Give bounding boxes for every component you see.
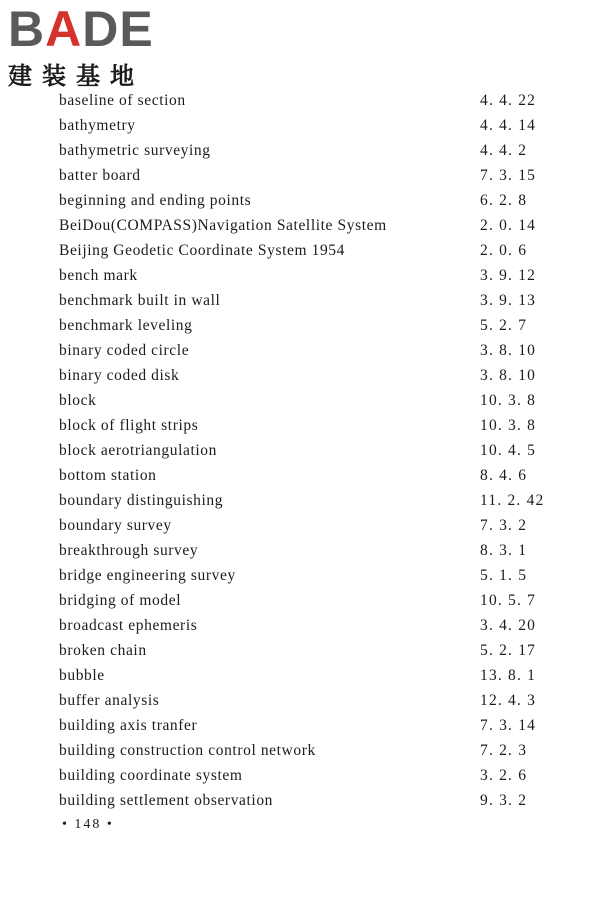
index-section-ref: 3. 9. 12 [480,267,537,284]
index-section-ref: 8. 3. 1 [480,542,528,559]
index-term: binary coded disk [59,367,180,384]
index-term: boundary distinguishing [59,492,224,509]
index-section-ref: 7. 3. 15 [480,167,537,184]
index-section-ref: 3. 8. 10 [480,367,537,384]
index-term: bathymetric surveying [59,142,211,159]
index-entry [0,563,600,588]
index-term: baseline of section [59,92,186,109]
index-entry [0,363,600,388]
index-term: bubble [59,667,105,684]
index-section-ref: 10. 3. 8 [480,392,537,409]
index-section-ref: 4. 4. 22 [480,92,537,109]
index-term: bridging of model [59,592,182,609]
index-entry [0,713,600,738]
index-section-ref: 3. 2. 6 [480,767,528,784]
index-entry [0,413,600,438]
index-entry [0,313,600,338]
index-term: Beijing Geodetic Coordinate System 1954 [59,242,345,259]
index-section-ref: 7. 2. 3 [480,742,528,759]
index-entry [0,88,600,113]
index-section-ref: 10. 5. 7 [480,592,537,609]
index-entry [0,263,600,288]
index-section-ref: 9. 3. 2 [480,792,528,809]
index-section-ref: 3. 4. 20 [480,617,537,634]
index-section-ref: 11. 2. 42 [480,492,545,509]
index-entry [0,113,600,138]
index-term: bathymetry [59,117,136,134]
bade-logo [8,1,178,90]
index-list [0,88,600,813]
index-section-ref: 3. 9. 13 [480,292,537,309]
logo-letter-a: A [45,1,83,57]
index-section-ref: 3. 8. 10 [480,342,537,359]
index-entry [0,463,600,488]
index-entry [0,438,600,463]
index-term: batter board [59,167,141,184]
logo-letter-b: B [8,1,46,57]
index-term: buffer analysis [59,692,160,709]
index-term: block aerotriangulation [59,442,217,459]
index-entry [0,688,600,713]
index-entry [0,613,600,638]
page-number: • 148 • [62,817,114,832]
index-entry [0,663,600,688]
logo-subtitle: 建装基地 [8,62,144,90]
index-term: block of flight strips [59,417,199,434]
index-section-ref: 4. 4. 14 [480,117,537,134]
index-entry [0,238,600,263]
index-section-ref: 12. 4. 3 [480,692,537,709]
index-entry [0,288,600,313]
index-term: binary coded circle [59,342,190,359]
index-term: broadcast ephemeris [59,617,198,634]
index-term: breakthrough survey [59,542,199,559]
index-entry [0,163,600,188]
index-term: building settlement observation [59,792,274,809]
index-entry [0,788,600,813]
index-term: broken chain [59,642,147,659]
index-entry [0,763,600,788]
index-term: building construction control network [59,742,316,759]
index-section-ref: 10. 3. 8 [480,417,537,434]
index-term: boundary survey [59,517,172,534]
index-section-ref: 4. 4. 2 [480,142,528,159]
index-section-ref: 13. 8. 1 [480,667,537,684]
index-term: benchmark leveling [59,317,193,334]
logo-letters-de: DE [82,1,154,57]
index-term: bridge engineering survey [59,567,236,584]
index-entry [0,388,600,413]
index-section-ref: 7. 3. 14 [480,717,537,734]
index-entry [0,138,600,163]
index-entry [0,638,600,663]
index-entry [0,488,600,513]
index-entry [0,538,600,563]
index-term: block [59,392,97,409]
logo-wordmark [8,1,154,57]
index-section-ref: 6. 2. 8 [480,192,528,209]
index-term: beginning and ending points [59,192,252,209]
index-term: bench mark [59,267,138,284]
index-entry [0,338,600,363]
index-term: BeiDou(COMPASS)Navigation Satellite System [59,217,387,234]
index-term: benchmark built in wall [59,292,221,309]
index-section-ref: 7. 3. 2 [480,517,528,534]
index-entry [0,213,600,238]
index-section-ref: 10. 4. 5 [480,442,537,459]
index-section-ref: 5. 1. 5 [480,567,528,584]
index-term: building coordinate system [59,767,243,784]
index-entry [0,513,600,538]
index-section-ref: 5. 2. 7 [480,317,528,334]
index-entry [0,588,600,613]
index-entry [0,188,600,213]
index-section-ref: 5. 2. 17 [480,642,537,659]
index-term: bottom station [59,467,157,484]
index-entry [0,738,600,763]
index-section-ref: 2. 0. 6 [480,242,528,259]
index-section-ref: 8. 4. 6 [480,467,528,484]
index-term: building axis tranfer [59,717,198,734]
index-section-ref: 2. 0. 14 [480,217,537,234]
